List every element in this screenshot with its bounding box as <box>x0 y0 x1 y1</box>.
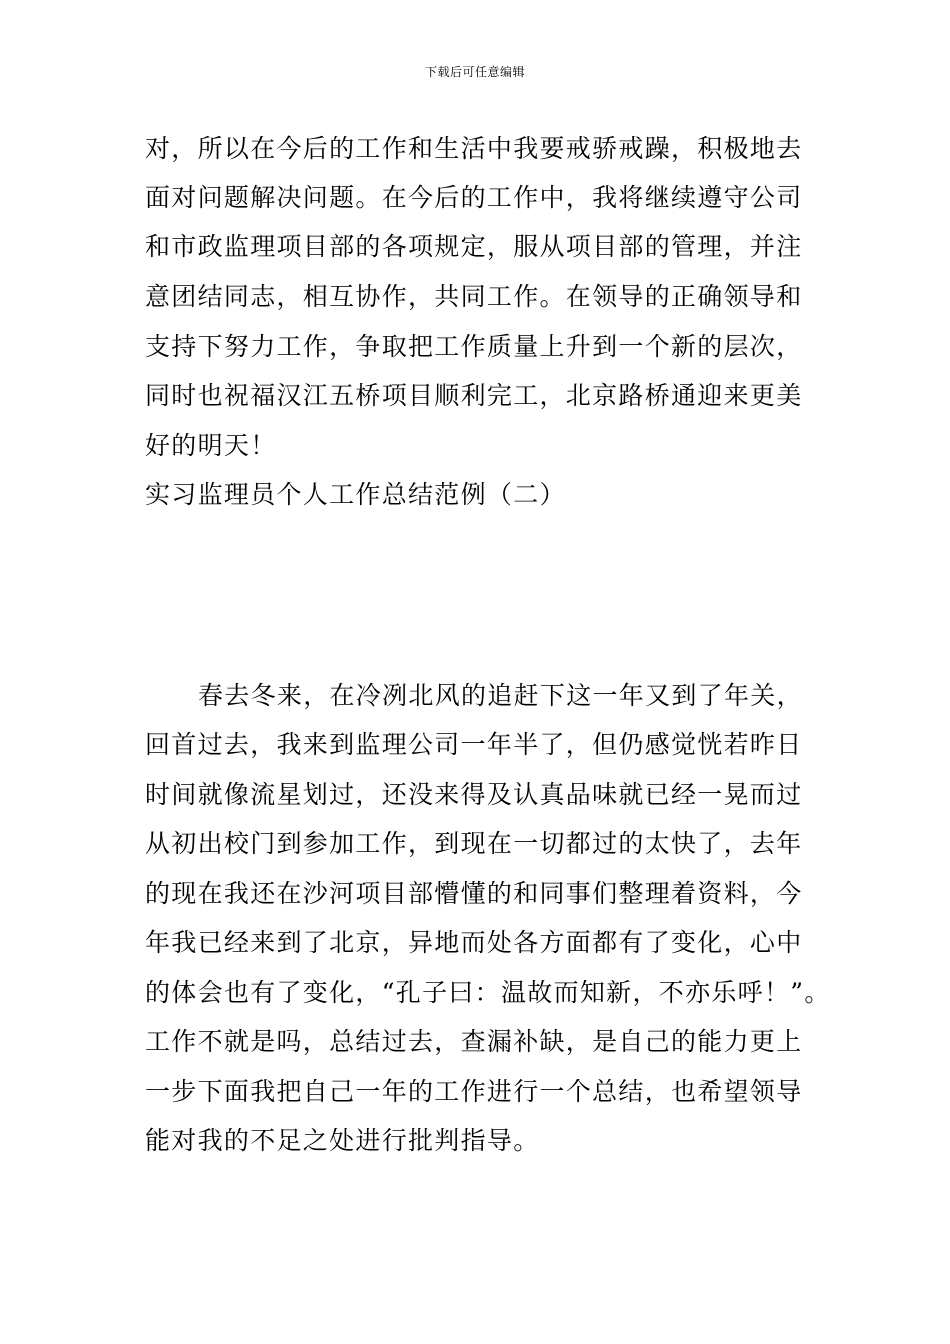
text-line: 工作不就是吗，总结过去，查漏补缺，是自己的能力更上 <box>145 1027 803 1056</box>
text-line: 时间就像流星划过，还没来得及认真品味就已经一晃而过 <box>145 780 803 809</box>
text-line: 的体会也有了变化，“孔子曰：温故而知新，不亦乐呼！”。 <box>145 978 831 1007</box>
text-line: 回首过去，我来到监理公司一年半了，但仍感觉恍若昨日 <box>145 730 803 759</box>
text-line: 的现在我还在沙河项目部懵懂的和同事们整理着资料，今 <box>145 879 803 908</box>
text-line: 意团结同志，相互协作，共同工作。在领导的正确领导和 <box>145 282 803 311</box>
text-line: 春去冬来，在冷冽北风的追赶下这一年又到了年关， <box>198 681 803 710</box>
section-title: 实习监理员个人工作总结范例（二） <box>145 480 566 509</box>
text-line: 和市政监理项目部的各项规定，服从项目部的管理，并注 <box>145 232 803 261</box>
text-line: 从初出校门到参加工作，到现在一切都过的太快了，去年 <box>145 829 803 858</box>
text-line: 支持下努力工作，争取把工作质量上升到一个新的层次， <box>145 332 803 361</box>
text-line: 一步下面我把自己一年的工作进行一个总结，也希望领导 <box>145 1077 803 1106</box>
text-line: 面对问题解决问题。在今后的工作中，我将继续遵守公司 <box>145 183 803 212</box>
text-line: 同时也祝福汉江五桥项目顺利完工，北京路桥通迎来更美 <box>145 381 803 410</box>
text-line: 好的明天！ <box>145 431 277 460</box>
text-line: 年我已经来到了北京，异地而处各方面都有了变化，心中 <box>145 928 803 957</box>
page-header: 下载后可任意编辑 <box>424 65 525 79</box>
text-line: 对，所以在今后的工作和生活中我要戒骄戒躁，积极地去 <box>145 134 803 163</box>
text-line: 能对我的不足之处进行批判指导。 <box>145 1126 540 1155</box>
